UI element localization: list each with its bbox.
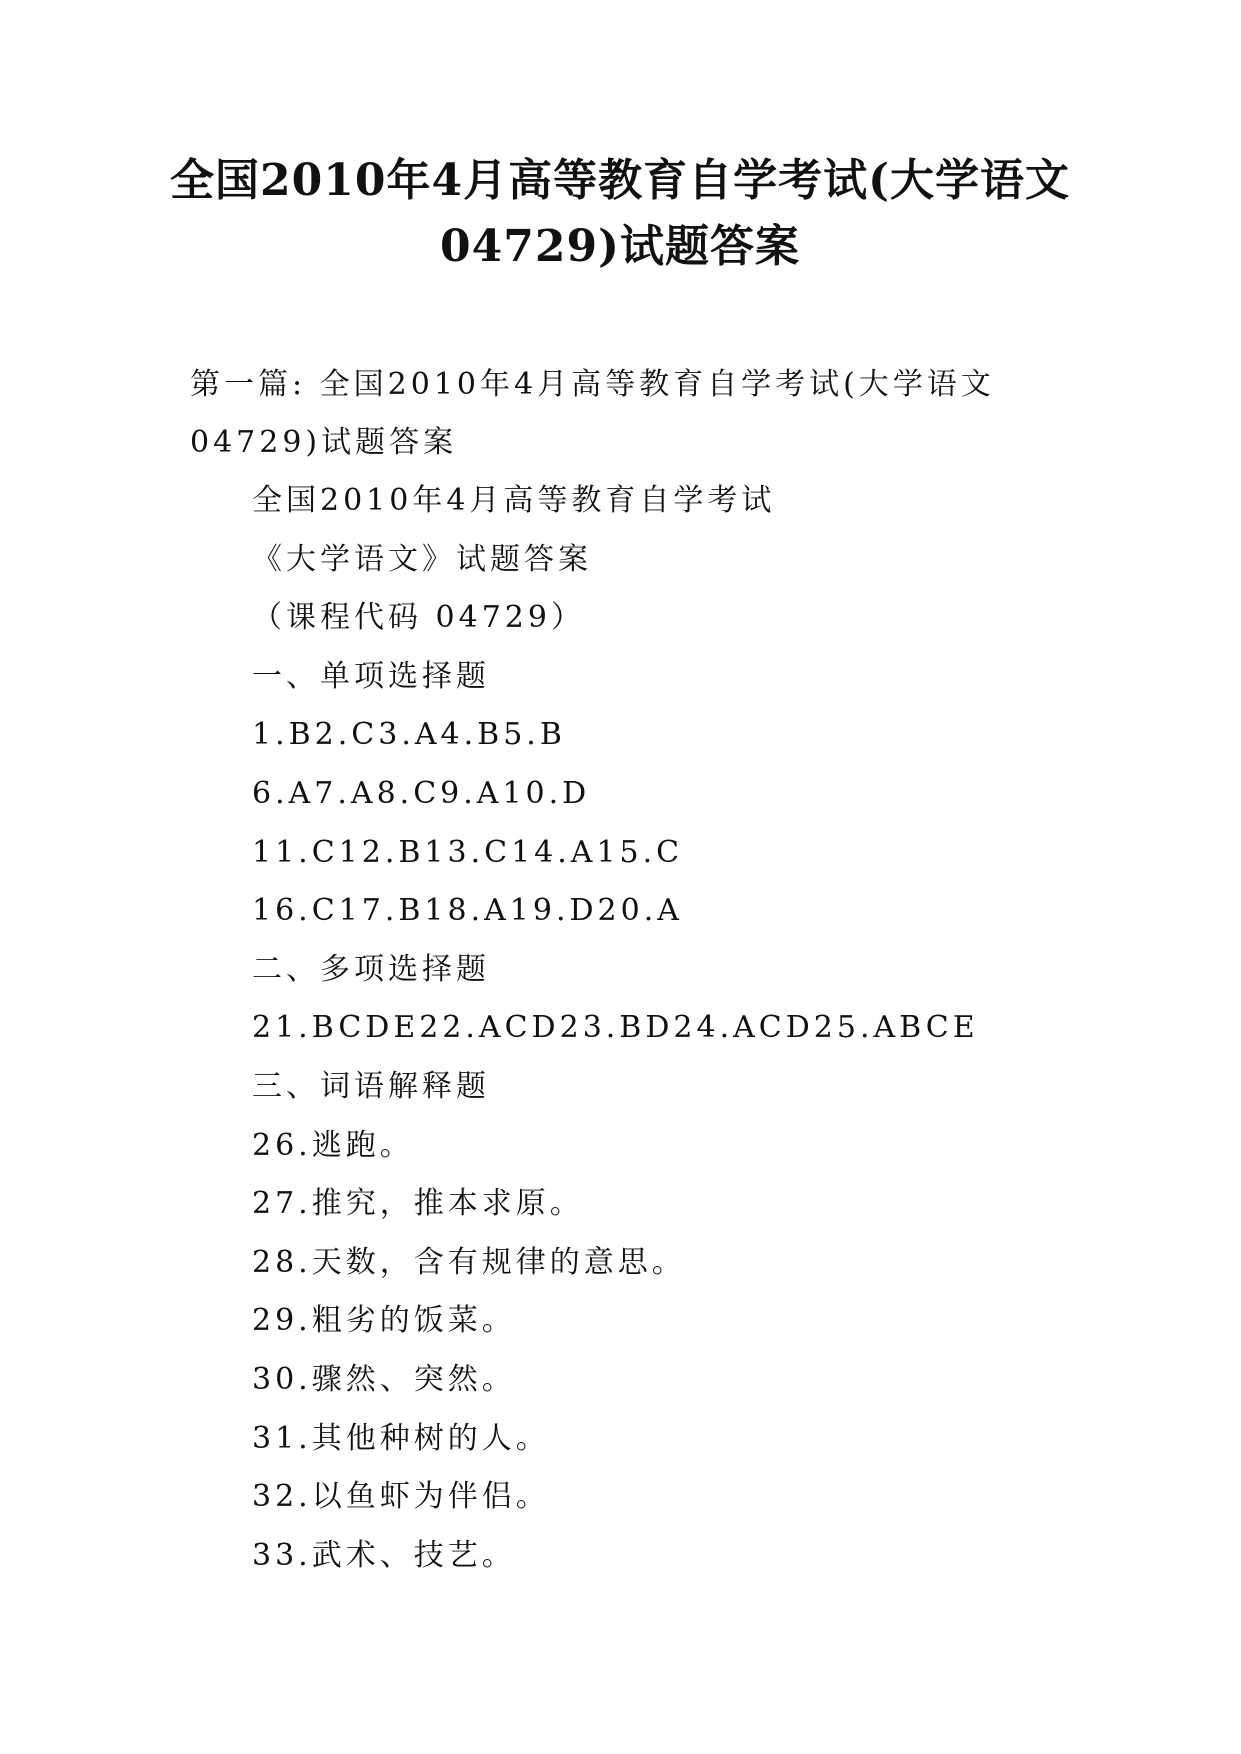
answer-line: 16.C17.B18.A19.D20.A [252, 893, 683, 929]
text-line: （课程代码 04729） [252, 600, 585, 636]
answer-line: 31.其他种树的人。 [252, 1420, 550, 1456]
section-heading: 二、多项选择题 [252, 951, 490, 987]
answer-line: 30.骤然、突然。 [252, 1361, 516, 1397]
document-title: 全国2010年4月高等教育自学考试(大学语文04729)试题答案 [170, 155, 1070, 272]
text-line: 《大学语文》试题答案 [252, 541, 592, 577]
article-intro: 第一篇: 全国2010年4月高等教育自学考试(大学语文04729)试题答案 [190, 367, 995, 460]
answer-line: 28.天数，含有规律的意思。 [252, 1244, 686, 1280]
answer-line: 29.粗劣的饭菜。 [252, 1303, 516, 1339]
answer-line: 27.推究，推本求原。 [252, 1186, 584, 1222]
answer-line: 26.逃跑。 [252, 1127, 414, 1163]
answer-line: 6.A7.A8.C9.A10.D [252, 775, 591, 811]
text-line: 全国2010年4月高等教育自学考试 [252, 483, 776, 518]
section-heading: 一、单项选择题 [252, 658, 490, 694]
answer-line: 11.C12.B13.C14.A15.C [252, 834, 684, 870]
answer-lines [252, 472, 1072, 1585]
section-heading: 三、词语解释题 [252, 1068, 490, 1104]
answer-line: 32.以鱼虾为伴侣。 [252, 1479, 550, 1515]
answer-line: 1.B2.C3.A4.B5.B [252, 717, 566, 753]
answer-line: 21.BCDE22.ACD23.BD24.ACD25.ABCE [252, 1010, 979, 1046]
answer-line: 33.武术、技艺。 [252, 1537, 516, 1573]
